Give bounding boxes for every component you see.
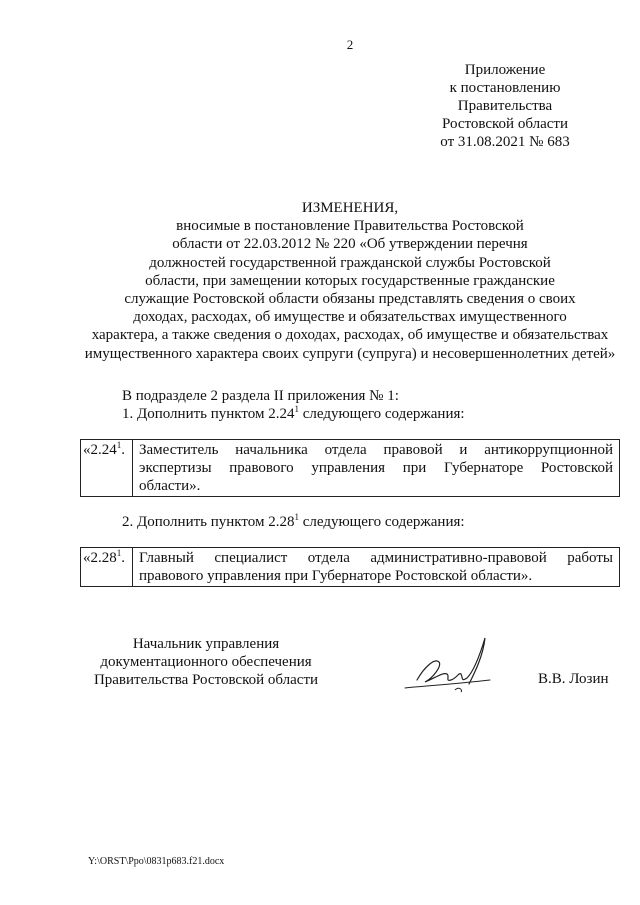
row-1-line: Заместитель начальника отдела правовой и антикоррупционной bbox=[139, 442, 613, 458]
title-line: служащие Ростовской области обязаны представлять сведения о своих bbox=[124, 291, 576, 308]
page-number: 2 bbox=[346, 37, 354, 52]
title-line: должностей государственной гражданской службы Ростовской bbox=[149, 254, 551, 271]
item-1-suffix: следующего содержания: bbox=[298, 406, 465, 422]
appendix-line: Правительства bbox=[457, 98, 553, 114]
row-2-number: «2.28$^1$. bbox=[81, 548, 133, 586]
item-2-superscript: 1 bbox=[294, 512, 299, 522]
title-line: характера, а также сведения о доходах, расходах, об имуществе и обязательствах bbox=[91, 327, 609, 344]
intro-paragraph: В подразделе 2 раздела II приложения № 1: bbox=[122, 388, 399, 404]
appendix-line: к постановлению bbox=[449, 80, 561, 96]
item-1-text: 1. Дополнить пунктом 2.24 bbox=[122, 406, 295, 422]
title-line: области от 22.03.2012 № 220 «Об утверждении перечня bbox=[172, 236, 528, 253]
item-1-superscript: 1 bbox=[294, 404, 299, 414]
position-line: документационного обеспечения bbox=[100, 654, 312, 670]
row-1-text bbox=[133, 440, 619, 496]
title-line: доходах, расходах, об имуществе и обязательствах имущественного bbox=[133, 309, 567, 326]
appendix-header bbox=[420, 61, 590, 151]
item-2-text: 2. Дополнить пунктом 2.28 bbox=[122, 514, 295, 530]
item-2-suffix: следующего содержания: bbox=[298, 514, 465, 530]
row-1-number: «2.24$^1$. bbox=[81, 440, 133, 496]
amendment-table-row-1 bbox=[80, 439, 620, 497]
position-line: Правительства Ростовской области bbox=[93, 672, 319, 688]
row-2-line: правового управления при Губернаторе Ростовской области». bbox=[139, 568, 533, 584]
document-title bbox=[60, 199, 640, 363]
item-2-paragraph bbox=[122, 513, 465, 531]
row-2-text bbox=[133, 548, 619, 586]
item-1-paragraph bbox=[122, 405, 465, 423]
title-line: вносимые в постановление Правительства Ростовской bbox=[176, 218, 524, 235]
row-1-line: экспертизы правового управления при Губернаторе Ростовской bbox=[139, 460, 613, 476]
signatory-position bbox=[86, 635, 326, 689]
appendix-line: Ростовской области bbox=[442, 116, 568, 132]
row-2-line: Главный специалист отдела административно-правовой работы bbox=[139, 550, 613, 566]
handwritten-signature-icon bbox=[395, 628, 505, 698]
title-line: имущественного характера своих супруги (супруга) и несовершеннолетних детей» bbox=[84, 345, 616, 362]
amendment-table-row-2 bbox=[80, 547, 620, 587]
title-line: области, при замещении которых государственные гражданские bbox=[145, 272, 555, 289]
signatory-name: В.В. Лозин bbox=[538, 671, 609, 687]
file-path-footer: Y:\ORST\Ppo\0831p683.f21.docx bbox=[88, 856, 225, 867]
row-1-line: области». bbox=[139, 478, 201, 494]
title-heading: ИЗМЕНЕНИЯ, bbox=[301, 200, 399, 216]
appendix-line: Приложение bbox=[464, 62, 546, 78]
position-line: Начальник управления bbox=[132, 636, 280, 652]
appendix-line: от 31.08.2021 № 683 bbox=[440, 134, 570, 150]
